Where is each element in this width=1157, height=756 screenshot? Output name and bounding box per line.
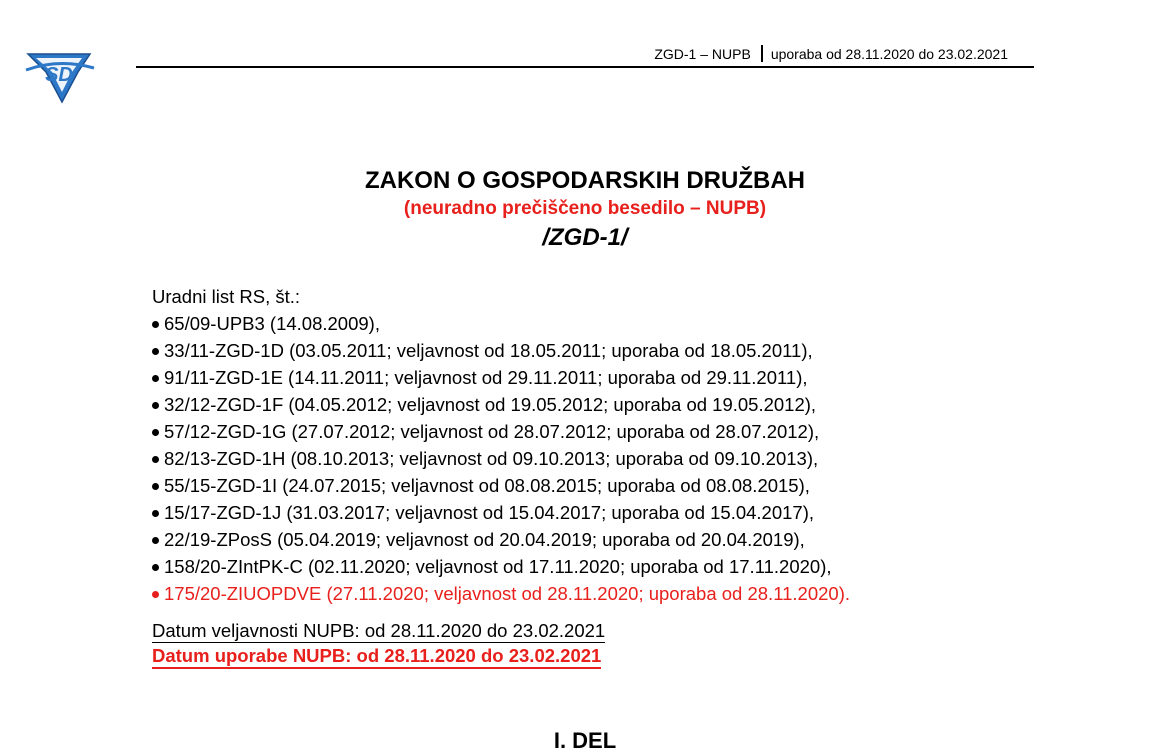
- publisher-logo: [22, 48, 96, 104]
- list-item: 158/20-ZIntPK-C (02.11.2020; veljavnost od 17.11.2020; uporaba od 17.11.2020),: [152, 553, 1032, 580]
- header-text: [654, 45, 1008, 63]
- list-item: 65/09-UPB3 (14.08.2009),: [152, 310, 1032, 337]
- bullet-icon: [152, 321, 159, 328]
- document-title: ZAKON O GOSPODARSKIH DRUŽBAH: [364, 167, 805, 194]
- document-subtitle: (neuradno prečiščeno besedilo – NUPB): [403, 198, 767, 219]
- svg-text:SD: SD: [45, 64, 73, 86]
- list-item-latest: 175/20-ZIUOPDVE (27.11.2020; veljavnost od 28.11.2020; uporaba od 28.11.2020).: [152, 580, 1032, 607]
- header-separator: [761, 45, 763, 62]
- gazette-list: [152, 310, 1032, 607]
- shield-logo-icon: [22, 48, 96, 104]
- header-doc-id: ZGD-1 – NUPB: [654, 46, 751, 62]
- list-item: 32/12-ZGD-1F (04.05.2012; veljavnost od 19.05.2012; uporaba od 19.05.2012),: [152, 391, 1032, 418]
- header-validity: uporaba od 28.11.2020 do 23.02.2021: [770, 46, 1008, 62]
- bullet-icon: [152, 483, 159, 490]
- bullet-icon: [152, 537, 159, 544]
- list-item: 57/12-ZGD-1G (27.07.2012; veljavnost od 28.07.2012; uporaba od 28.07.2012),: [152, 418, 1032, 445]
- bullet-icon: [152, 564, 159, 571]
- part-heading: I. DEL: [553, 728, 617, 753]
- bullet-icon: [152, 456, 159, 463]
- bullet-icon: [152, 429, 159, 436]
- running-header: [136, 44, 1034, 68]
- bullet-icon: [152, 591, 159, 598]
- document-abbreviation: /ZGD-1/: [542, 224, 628, 251]
- bullet-icon: [152, 348, 159, 355]
- list-item: 82/13-ZGD-1H (08.10.2013; veljavnost od 09.10.2013; uporaba od 09.10.2013),: [152, 445, 1032, 472]
- list-item: 91/11-ZGD-1E (14.11.2011; veljavnost od 29.11.2011; uporaba od 29.11.2011),: [152, 364, 1032, 391]
- validity-date: Datum veljavnosti NUPB: od 28.11.2020 do 23.02.2021: [152, 620, 606, 641]
- list-item: 55/15-ZGD-1I (24.07.2015; veljavnost od 08.08.2015; uporaba od 08.08.2015),: [152, 472, 1032, 499]
- gazette-label: Uradni list RS, št.:: [152, 286, 301, 307]
- document-title-block: [136, 166, 1034, 254]
- nupb-dates: [152, 620, 605, 669]
- official-gazette-section: [152, 284, 1032, 607]
- list-item: 22/19-ZPosS (05.04.2019; veljavnost od 20.04.2019; uporaba od 20.04.2019),: [152, 526, 1032, 553]
- use-date: Datum uporabe NUPB: od 28.11.2020 do 23.02.2021: [152, 645, 601, 669]
- list-item: 15/17-ZGD-1J (31.03.2017; veljavnost od 15.04.2017; uporaba od 15.04.2017),: [152, 499, 1032, 526]
- bullet-icon: [152, 402, 159, 409]
- bullet-icon: [152, 510, 159, 517]
- bullet-icon: [152, 375, 159, 382]
- list-item: 33/11-ZGD-1D (03.05.2011; veljavnost od 18.05.2011; uporaba od 18.05.2011),: [152, 337, 1032, 364]
